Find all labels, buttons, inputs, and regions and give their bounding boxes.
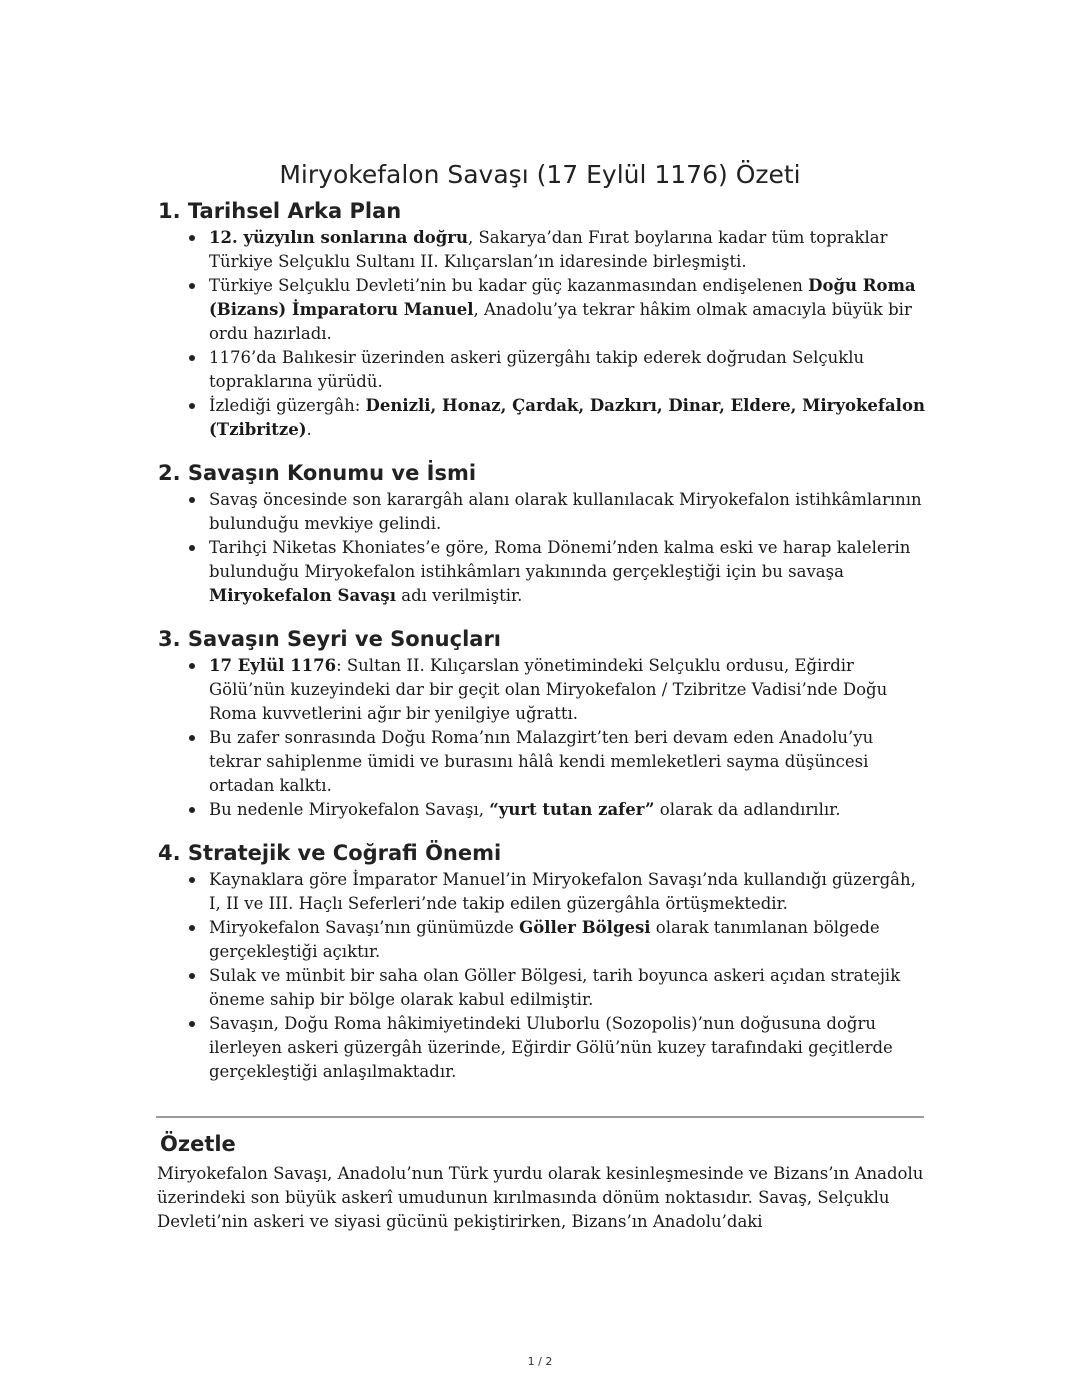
list-item: Türkiye Selçuklu Devleti’nin bu kadar güç kazanmasından endişelenen Doğu Roma (Bizans) İmparatoru Manuel, Anadolu’ya tekrar hâkim olmak amacıyla büyük bir ordu hazırladı. bbox=[209, 274, 928, 346]
page-number: 1 / 2 bbox=[527, 1355, 553, 1368]
list-item: Tarihçi Niketas Khoniates’e göre, Roma Dönemi’nden kalma eski ve harap kalelerin bulunduğu Miryokefalon istihkâmları yakınında gerçekleştiği için bu savaşa Miryokefalon Savaşı adı verilmiştir. bbox=[209, 536, 928, 608]
bullet-list bbox=[158, 868, 928, 1084]
horizontal-divider bbox=[156, 1116, 924, 1118]
section-heading: 4. Stratejik ve Coğrafi Önemi bbox=[158, 841, 502, 865]
list-item: 12. yüzyılın sonlarına doğru, Sakarya’dan Fırat boylarına kadar tüm topraklar Türkiye Selçuklu Sultanı II. Kılıçarslan’ın idaresinde birleşmişti. bbox=[209, 226, 928, 274]
list-item: Bu nedenle Miryokefalon Savaşı, “yurt tutan zafer” olarak da adlandırılır. bbox=[209, 798, 928, 822]
bullet-list bbox=[158, 488, 928, 608]
summary-heading: Özetle bbox=[160, 1132, 236, 1156]
document-body bbox=[158, 196, 928, 1084]
bullet-list bbox=[158, 654, 928, 822]
list-item: Kaynaklara göre İmparator Manuel’in Miryokefalon Savaşı’nda kullandığı güzergâh, I, II ve III. Haçlı Seferleri’nde takip edilen güzergâhla örtüşmektedir. bbox=[209, 868, 928, 916]
summary-paragraph: Miryokefalon Savaşı, Anadolu’nun Türk yurdu olarak kesinleşmesinde ve Bizans’ın Anadolu üzerindeki son büyük askerî umudunun kırılmasında dönüm noktasıdır. Savaş, Selçuklu Devleti’nin askeri ve siyasi gücünü pekiştirirken, Bizans’ın Anadolu’daki bbox=[157, 1164, 924, 1231]
list-item: Sulak ve münbit bir saha olan Göller Bölgesi, tarih boyunca askeri açıdan stratejik öneme sahip bir bölge olarak kabul edilmiştir. bbox=[209, 964, 928, 1012]
list-item: 17 Eylül 1176: Sultan II. Kılıçarslan yönetimindeki Selçuklu ordusu, Eğirdir Gölü’nün kuzeyindeki dar bir geçit olan Miryokefalon / Tzibritze Vadisi’nde Doğu Roma kuvvetlerini ağır bir yenilgiye uğrattı. bbox=[209, 654, 928, 726]
list-item: Bu zafer sonrasında Doğu Roma’nın Malazgirt’ten beri devam eden Anadolu’yu tekrar sahiplenme ümidi ve burasını hâlâ kendi memleketleri sayma düşüncesi ortadan kalktı. bbox=[209, 726, 928, 798]
bullet-list bbox=[158, 226, 928, 442]
section-heading: 1. Tarihsel Arka Plan bbox=[158, 199, 402, 223]
list-item: Savaş öncesinde son karargâh alanı olarak kullanılacak Miryokefalon istihkâmlarının bulunduğu mevkiye gelindi. bbox=[209, 488, 928, 536]
list-item: 1176’da Balıkesir üzerinden askeri güzergâhı takip ederek doğrudan Selçuklu topraklarına yürüdü. bbox=[209, 346, 928, 394]
section-heading: 2. Savaşın Konumu ve İsmi bbox=[158, 461, 477, 485]
list-item: Miryokefalon Savaşı’nın günümüzde Göller Bölgesi olarak tanımlanan bölgede gerçekleştiği açıktır. bbox=[209, 916, 928, 964]
list-item: Savaşın, Doğu Roma hâkimiyetindeki Uluborlu (Sozopolis)’nun doğusuna doğru ilerleyen askeri güzergâh üzerinde, Eğirdir Gölü’nün kuzey tarafındaki geçitlerde gerçekleştiği anlaşılmaktadır. bbox=[209, 1012, 928, 1084]
section-heading: 3. Savaşın Seyri ve Sonuçları bbox=[158, 627, 502, 651]
page-title: Miryokefalon Savaşı (17 Eylül 1176) Özeti bbox=[279, 160, 801, 189]
list-item: İzlediği güzergâh: Denizli, Honaz, Çardak, Dazkırı, Dinar, Eldere, Miryokefalon (Tzibritze). bbox=[209, 394, 928, 442]
